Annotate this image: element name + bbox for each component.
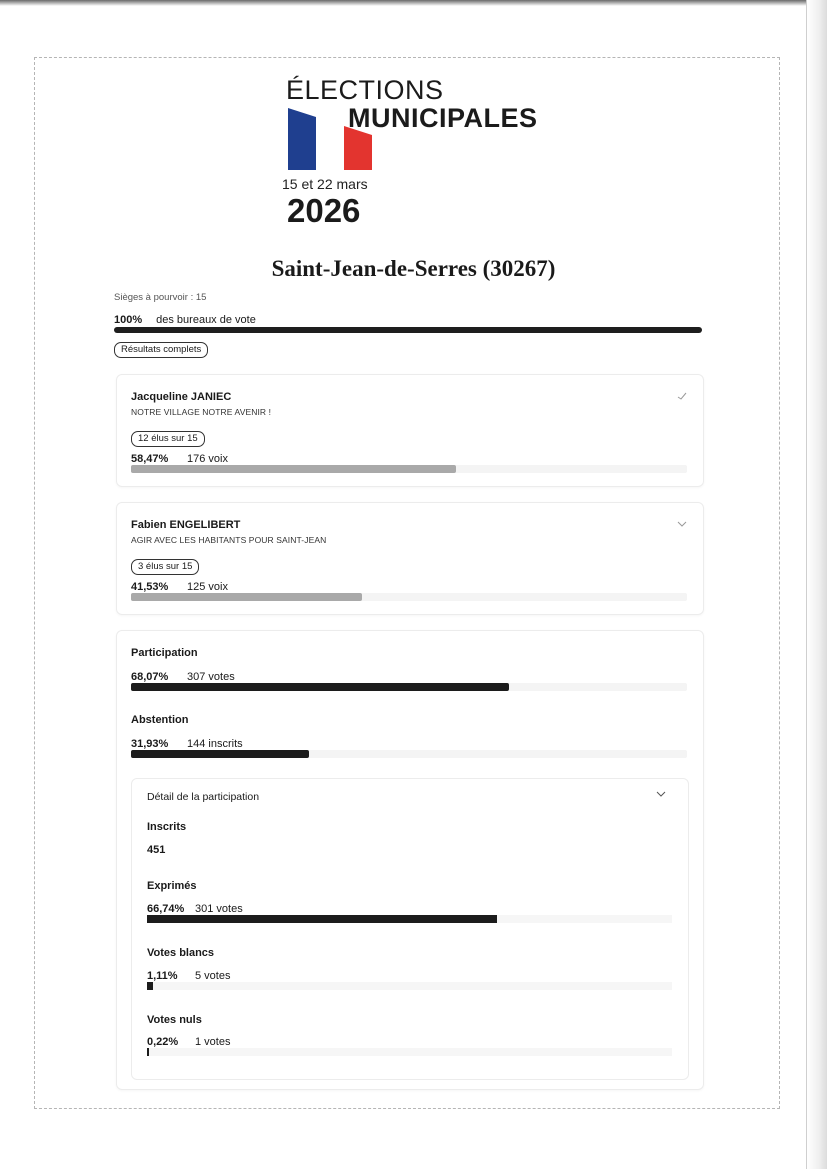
participation-votes: 307 votes (187, 671, 235, 683)
candidate-bar (131, 593, 362, 601)
participation-bar (131, 683, 509, 691)
participation-bar-track (131, 683, 687, 691)
participation-result (131, 671, 235, 683)
abstention-bar (131, 750, 309, 758)
blancs-bar (147, 982, 153, 990)
abstention-label: Abstention (131, 714, 189, 726)
abstention-percent: 31,93% (131, 738, 169, 750)
seats-to-fill: Sièges à pourvoir : 15 (114, 292, 207, 303)
blancs-bar-track (147, 982, 672, 990)
blancs-result (147, 970, 230, 982)
inscrits-label: Inscrits (147, 821, 187, 833)
exprimes-result (147, 903, 243, 915)
elected-seats-badge: 12 élus sur 15 (131, 431, 205, 447)
blancs-votes: 5 votes (195, 970, 231, 982)
abstention-result (131, 738, 243, 750)
scan-top-edge (0, 0, 827, 6)
participation-percent: 68,07% (131, 671, 169, 683)
nuls-result (147, 1036, 230, 1048)
bureaux-percent: 100% (114, 314, 143, 326)
exprimes-bar (147, 915, 497, 923)
participation-card (116, 630, 704, 1090)
blancs-label: Votes blancs (147, 947, 215, 959)
candidate-card[interactable] (116, 374, 704, 487)
candidate-bar-track (131, 593, 687, 601)
bureaux-text: des bureaux de vote (156, 314, 256, 326)
check-icon[interactable] (677, 391, 687, 401)
nuls-percent: 0,22% (147, 1036, 179, 1048)
participation-label: Participation (131, 647, 198, 659)
inscrits-value: 451 (147, 844, 166, 856)
participation-detail-panel (131, 778, 689, 1080)
logo-title-line2: MUNICIPALES (348, 103, 538, 133)
candidate-votes: 125 voix (187, 581, 228, 593)
bureaux-progress-bar (114, 327, 702, 333)
candidate-bar-track (131, 465, 687, 473)
bureaux-progress-label (114, 314, 256, 326)
full-results-button[interactable]: Résultats complets (114, 342, 208, 358)
commune-title: Saint-Jean-de-Serres (30267) (271, 256, 556, 281)
candidate-name: Jacqueline JANIEC (131, 391, 232, 403)
logo-year: 2026 (287, 192, 361, 229)
exprimes-label: Exprimés (147, 880, 197, 892)
logo-title-line1: ÉLECTIONS (286, 75, 444, 105)
candidate-name: Fabien ENGELIBERT (131, 519, 241, 531)
elected-seats-badge: 3 élus sur 15 (131, 559, 199, 575)
nuls-bar (147, 1048, 149, 1056)
candidate-percent: 58,47% (131, 453, 169, 465)
logo-dates: 15 et 22 mars (282, 176, 368, 192)
exprimes-votes: 301 votes (195, 903, 243, 915)
elections-logo (282, 75, 552, 235)
abstention-bar-track (131, 750, 687, 758)
nuls-votes: 1 votes (195, 1036, 231, 1048)
exprimes-percent: 66,74% (147, 903, 185, 915)
chevron-down-icon[interactable] (677, 519, 687, 529)
abstention-count: 144 inscrits (187, 738, 243, 750)
candidate-result (131, 453, 228, 465)
chevron-down-icon[interactable] (656, 789, 666, 799)
exprimes-bar-track (147, 915, 672, 923)
candidate-percent: 41,53% (131, 581, 169, 593)
candidate-list-name: AGIR AVEC LES HABITANTS POUR SAINT-JEAN (131, 535, 327, 545)
candidate-bar (131, 465, 456, 473)
candidate-list-name: NOTRE VILLAGE NOTRE AVENIR ! (131, 407, 272, 417)
candidate-card[interactable] (116, 502, 704, 615)
nuls-label: Votes nuls (147, 1014, 202, 1026)
blancs-percent: 1,11% (147, 970, 178, 982)
nuls-bar-track (147, 1048, 672, 1056)
detail-title[interactable]: Détail de la participation (147, 791, 260, 803)
scan-right-edge (806, 0, 827, 1169)
candidate-votes: 176 voix (187, 453, 228, 465)
candidate-result (131, 581, 228, 593)
